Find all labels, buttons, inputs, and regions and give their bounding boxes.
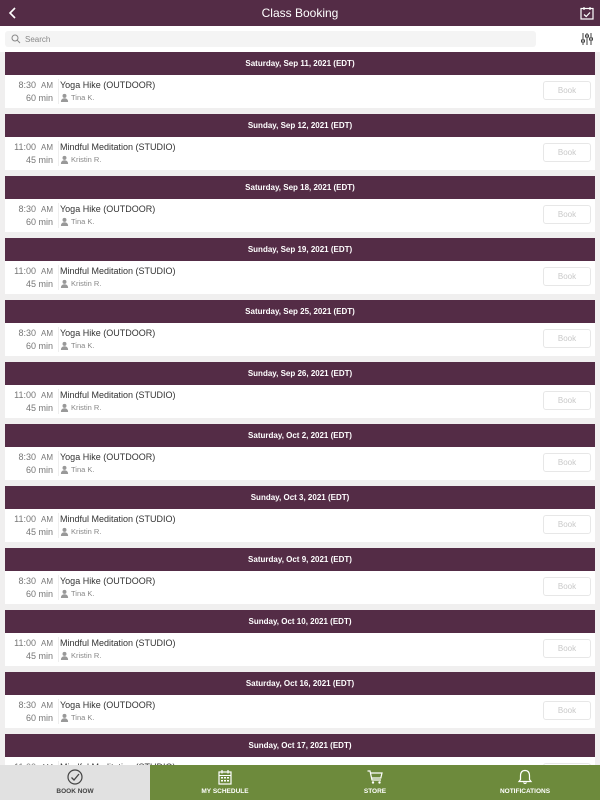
user-icon [60,465,69,474]
book-button[interactable]: Book [543,205,591,224]
instructor [60,279,101,288]
user-icon [60,155,69,164]
day-section [5,548,595,604]
am-pm: AM [41,329,53,338]
bottom-tab-bar [0,765,600,800]
am-pm: AM [41,391,53,400]
class-time [5,265,53,291]
start-time: 11:00 [14,390,36,400]
day-section [5,362,595,418]
class-name: Yoga Hike (OUTDOOR) [60,700,156,710]
search-input[interactable] [25,31,525,47]
start-time: 11:00 [14,266,36,276]
instructor-name: Kristin R. [71,403,102,412]
class-duration: 45 min [25,527,53,537]
class-time [5,451,53,477]
row-divider [58,451,59,476]
row-divider [58,203,59,228]
book-button[interactable]: Book [543,577,591,596]
calendar-check-icon[interactable] [580,6,594,20]
instructor-name: Kristin R. [71,279,102,288]
class-row[interactable] [5,695,595,728]
book-button[interactable]: Book [543,329,591,348]
class-name: Mindful Meditation (STUDIO) [60,390,176,400]
class-row[interactable] [5,447,595,480]
book-button[interactable]: Book [543,391,591,410]
day-header: Sunday, Sep 12, 2021 (EDT) [5,114,595,137]
instructor-name: Tina K. [71,713,95,722]
class-duration: 60 min [25,589,53,599]
class-duration: 60 min [25,341,53,351]
app-header [0,0,600,26]
start-time: 11:00 [14,514,36,524]
day-header: Saturday, Oct 9, 2021 (EDT) [5,548,595,571]
class-row[interactable] [5,571,595,604]
book-button[interactable]: Book [543,267,591,286]
day-section [5,672,595,728]
am-pm: AM [41,143,53,152]
class-time [5,79,53,105]
start-time: 8:30 [18,204,36,214]
day-header: Sunday, Oct 3, 2021 (EDT) [5,486,595,509]
day-header: Saturday, Oct 2, 2021 (EDT) [5,424,595,447]
book-button[interactable]: Book [543,515,591,534]
class-name: Yoga Hike (OUTDOOR) [60,452,156,462]
class-duration: 45 min [25,155,53,165]
am-pm: AM [41,701,53,710]
filter-sliders-icon[interactable] [580,32,594,46]
class-row[interactable] [5,75,595,108]
instructor-name: Kristin R. [71,527,102,536]
day-section [5,176,595,232]
row-divider [58,265,59,290]
user-icon [60,279,69,288]
day-section [5,486,595,542]
book-button[interactable]: Book [543,639,591,658]
class-duration: 60 min [25,217,53,227]
instructor [60,93,94,102]
day-header: Saturday, Oct 16, 2021 (EDT) [5,672,595,695]
class-name: Mindful Meditation (STUDIO) [60,638,176,648]
user-icon [60,403,69,412]
class-duration: 60 min [25,465,53,475]
start-time: 8:30 [18,80,36,90]
day-section [5,610,595,666]
class-duration: 45 min [25,651,53,661]
am-pm: AM [41,453,53,462]
user-icon [60,217,69,226]
instructor-name: Kristin R. [71,651,102,660]
class-name: Yoga Hike (OUTDOOR) [60,328,156,338]
search-box[interactable] [5,31,536,47]
row-divider [58,699,59,724]
book-button[interactable]: Book [543,701,591,720]
day-section [5,424,595,480]
row-divider [58,513,59,538]
day-section [5,238,595,294]
user-icon [60,651,69,660]
book-button[interactable]: Book [543,453,591,472]
row-divider [58,79,59,104]
start-time: 8:30 [18,700,36,710]
instructor-name: Tina K. [71,341,95,350]
cart-icon [367,769,383,785]
row-divider [58,637,59,662]
instructor [60,589,94,598]
day-header: Sunday, Oct 10, 2021 (EDT) [5,610,595,633]
class-row[interactable] [5,323,595,356]
am-pm: AM [41,267,53,276]
row-divider [58,389,59,414]
class-time [5,327,53,353]
class-time [5,513,53,539]
tab-label: BOOK NOW [56,788,94,795]
instructor-name: Kristin R. [71,155,102,164]
class-name: Yoga Hike (OUTDOOR) [60,204,156,214]
user-icon [60,713,69,722]
instructor [60,403,101,412]
am-pm: AM [41,639,53,648]
day-header: Saturday, Sep 18, 2021 (EDT) [5,176,595,199]
user-icon [60,589,69,598]
row-divider [58,141,59,166]
day-header: Saturday, Sep 25, 2021 (EDT) [5,300,595,323]
instructor [60,217,94,226]
page-title: Class Booking [261,6,339,20]
user-icon [60,341,69,350]
class-time [5,575,53,601]
class-duration: 45 min [25,403,53,413]
day-section [5,114,595,170]
class-row[interactable] [5,633,595,666]
class-time [5,637,53,663]
day-header: Sunday, Sep 19, 2021 (EDT) [5,238,595,261]
instructor-name: Tina K. [71,589,95,598]
tab-notifications[interactable] [450,765,600,800]
start-time: 11:00 [14,142,36,152]
row-divider [58,327,59,352]
class-time [5,203,53,229]
instructor-name: Tina K. [71,93,95,102]
tab-label: MY SCHEDULE [201,788,249,795]
day-header: Saturday, Sep 11, 2021 (EDT) [5,52,595,75]
class-time [5,699,53,725]
class-name: Mindful Meditation (STUDIO) [60,142,176,152]
class-name: Yoga Hike (OUTDOOR) [60,576,156,586]
tab-store[interactable] [300,765,450,800]
instructor-name: Tina K. [71,217,95,226]
start-time: 8:30 [18,576,36,586]
instructor [60,341,94,350]
start-time: 8:30 [18,328,36,338]
class-row[interactable] [5,199,595,232]
start-time: 11:00 [14,638,36,648]
class-name: Yoga Hike (OUTDOOR) [60,80,156,90]
tab-book-now[interactable] [0,765,150,800]
class-time [5,141,53,167]
class-name: Mindful Meditation (STUDIO) [60,514,176,524]
day-section [5,52,595,108]
bell-icon [517,769,533,785]
instructor [60,465,94,474]
day-header: Sunday, Oct 17, 2021 (EDT) [5,734,595,757]
class-row[interactable] [5,137,595,170]
class-duration: 45 min [25,279,53,289]
class-duration: 60 min [25,713,53,723]
start-time: 8:30 [18,452,36,462]
instructor [60,713,94,722]
search-icon [11,34,21,44]
user-icon [60,527,69,536]
class-duration: 60 min [25,93,53,103]
instructor [60,651,101,660]
class-name: Mindful Meditation (STUDIO) [60,266,176,276]
class-row[interactable] [5,385,595,418]
class-time [5,389,53,415]
day-header: Sunday, Sep 26, 2021 (EDT) [5,362,595,385]
day-section [5,300,595,356]
book-button[interactable]: Book [543,143,591,162]
class-row[interactable] [5,509,595,542]
class-list[interactable] [0,52,600,765]
am-pm: AM [41,577,53,586]
user-icon [60,93,69,102]
instructor [60,527,101,536]
row-divider [58,575,59,600]
tab-label: STORE [363,788,387,795]
am-pm: AM [41,515,53,524]
calendar-icon [217,769,233,785]
tab-label: NOTIFICATIONS [499,788,551,795]
am-pm: AM [41,205,53,214]
instructor-name: Tina K. [71,465,95,474]
instructor [60,155,101,164]
class-row[interactable] [5,261,595,294]
tab-my-schedule[interactable] [150,765,300,800]
am-pm: AM [41,81,53,90]
search-bar [0,26,600,52]
book-button[interactable]: Book [543,81,591,100]
check-circle-icon [67,769,83,785]
